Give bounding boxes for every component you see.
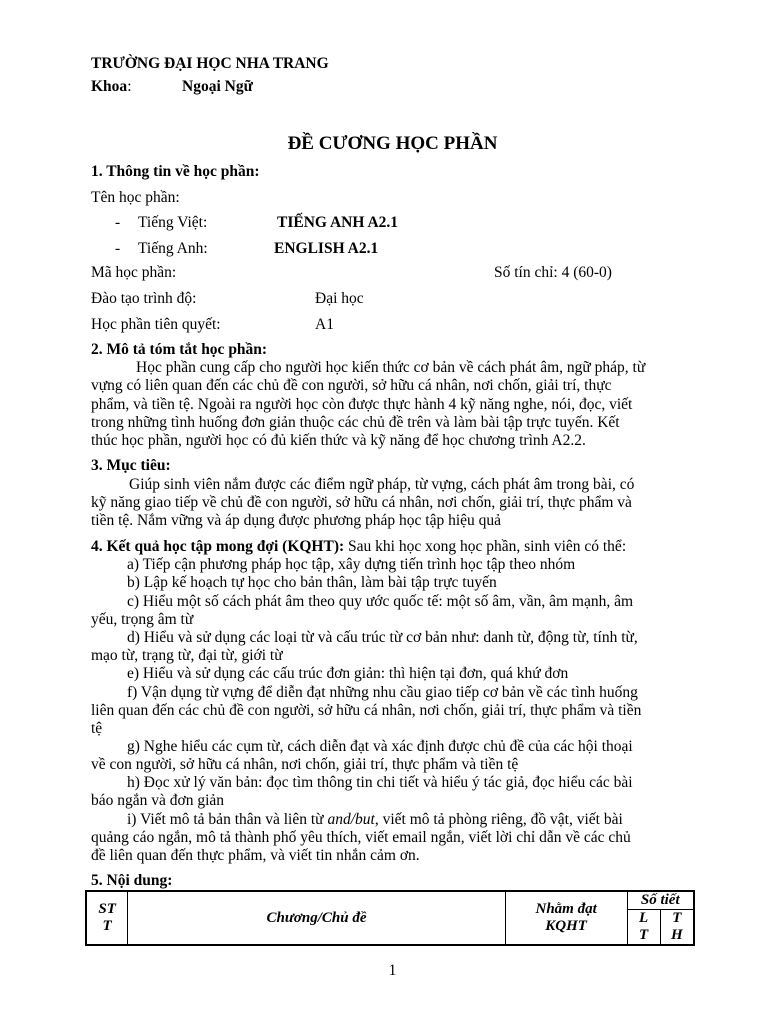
desc-line: phẩm, và tiền tệ. Ngoài ra người học còn được thực hành 4 kỹ năng nghe, nói, đọc, viết xyxy=(91,396,633,413)
content-table xyxy=(85,890,695,946)
outcome-h: h) Đọc xử lý văn bản: đọc tìm thông tin chi tiết và hiểu ý tác giả, đọc hiểu các bài xyxy=(127,774,633,791)
prereq-label: Học phần tiên quyết: xyxy=(91,316,221,333)
course-name-label: Tên học phần: xyxy=(91,189,180,206)
level-label: Đào tạo trình độ: xyxy=(91,290,197,307)
outcome-f: f) Vận dụng từ vựng để diễn đạt những nhu cầu giao tiếp cơ bản về các tình huống xyxy=(127,684,638,701)
outcome-i-post: , viết mô tả phòng riêng, đồ vật, viết bài xyxy=(374,811,623,828)
page-title: ĐỀ CƯƠNG HỌC PHẦN xyxy=(287,133,498,154)
outcome-i-cont2: đề liên quan đến thực phẩm, và viết tin nhắn cảm ơn. xyxy=(91,847,420,864)
th-header: T H xyxy=(660,910,694,946)
prereq-row xyxy=(91,316,334,334)
page-number: 1 xyxy=(388,962,397,979)
level-row xyxy=(91,290,364,308)
chapter-header: Chương/Chủ đề xyxy=(128,891,505,945)
credits: Số tín chỉ: 4 (60-0) xyxy=(494,264,612,281)
desc-line: thúc học phần, người học có đủ kiến thức và kỹ năng để học chương trình A2.2. xyxy=(91,432,586,449)
vi-value: TIẾNG ANH A2.1 xyxy=(277,214,399,231)
code-label: Mã học phần: xyxy=(91,264,177,281)
en-label: Tiếng Anh: xyxy=(138,240,208,257)
desc-line: Học phần cung cấp cho người học kiến thức cơ bản về cách phát âm, ngữ pháp, từ xyxy=(136,359,646,376)
en-value: ENGLISH A2.1 xyxy=(274,240,379,257)
stt-header: ST T xyxy=(86,891,128,945)
lt-header: L T xyxy=(627,910,660,946)
outcome-i-em: and/but xyxy=(327,811,375,828)
outcome-c-cont: yếu, trọng âm từ xyxy=(91,611,194,628)
university-name: TRƯỜNG ĐẠI HỌC NHA TRANG xyxy=(91,55,329,72)
objective-line: Giúp sinh viên nắm được các điểm ngữ pháp, từ vựng, cách phát âm trong bài, có xyxy=(129,476,635,493)
section1-heading: 1. Thông tin về học phần: xyxy=(91,163,260,180)
section4-intro: Sau khi học xong học phần, sinh viên có thể: xyxy=(348,538,627,555)
outcome-h-cont: báo ngắn và đơn giản xyxy=(91,792,225,809)
level-value: Đại học xyxy=(315,290,364,307)
periods-header: Số tiết xyxy=(627,891,694,910)
outcome-b: b) Lập kế hoạch tự học cho bản thân, làm bài tập trực tuyến xyxy=(127,574,497,591)
vi-label: Tiếng Việt: xyxy=(138,214,208,231)
objective-line: kỹ năng giao tiếp về chủ đề con người, sở hữu cá nhân, nơi chốn, giải trí, thực phẩm và xyxy=(91,494,632,511)
outcome-a: a) Tiếp cận phương pháp học tập, xây dựng tiến trình học tập theo nhóm xyxy=(127,556,576,573)
outcome-d-cont: mạo từ, trạng từ, đại từ, giới từ xyxy=(91,647,283,664)
desc-line: vựng có liên quan đến các chủ đề con người, sở hữu cá nhân, nơi chốn, giải trí, thực xyxy=(91,377,612,394)
outcome-i-pre: i) Viết mô tả bản thân và liên từ xyxy=(127,811,328,828)
section5-heading: 5. Nội dung: xyxy=(91,872,173,889)
section4-heading-row xyxy=(91,538,626,556)
outcome-i-cont: quảng cáo ngắn, mô tả thành phố yêu thích, viết email ngắn, viết lời chỉ dẫn về các chủ xyxy=(91,829,631,846)
target-header: Nhằm đạt KQHT xyxy=(505,891,627,945)
faculty-line: Khoa: Ngoại Ngữ xyxy=(91,78,253,95)
faculty-value: Ngoại Ngữ xyxy=(182,78,253,95)
prereq-value: A1 xyxy=(315,316,334,333)
outcome-e: e) Hiểu và sử dụng các cấu trúc đơn giản: thì hiện tại đơn, quá khứ đơn xyxy=(127,665,569,682)
outcome-f-cont: liên quan đến các chủ đề con người, sở hữu cá nhân, nơi chốn, giải trí, thực phẩm và tiền xyxy=(91,702,642,719)
section2-heading: 2. Mô tả tóm tắt học phần: xyxy=(91,341,268,358)
outcome-g: g) Nghe hiểu các cụm từ, cách diễn đạt và xác định được chủ đề của các hội thoại xyxy=(127,738,633,755)
section3-heading: 3. Mục tiêu: xyxy=(91,457,171,474)
desc-line: trong những tình huống đơn giản thuộc các chủ đề trên và làm bài tập trực tuyến. Kết xyxy=(91,414,620,431)
outcome-g-cont: về con người, sở hữu cá nhân, nơi chốn, giải trí, thực phẩm và tiền tệ xyxy=(91,756,519,773)
faculty-label: Khoa xyxy=(91,78,128,95)
outcome-f-cont2: tệ xyxy=(91,720,103,737)
code-row xyxy=(91,264,694,282)
outcome-i xyxy=(127,811,623,829)
outcome-c: c) Hiểu một số cách phát âm theo quy ước quốc tế: một số âm, vần, âm mạnh, âm xyxy=(127,593,634,610)
section4-heading: 4. Kết quả học tập mong đợi (KQHT): xyxy=(91,538,345,555)
outcome-d: d) Hiểu và sử dụng các loại từ và cấu trúc từ cơ bản như: danh từ, động từ, tính từ, xyxy=(127,629,638,646)
objective-line: tiền tệ. Nắm vững và áp dụng được phương pháp học tập hiệu quả xyxy=(91,512,502,529)
